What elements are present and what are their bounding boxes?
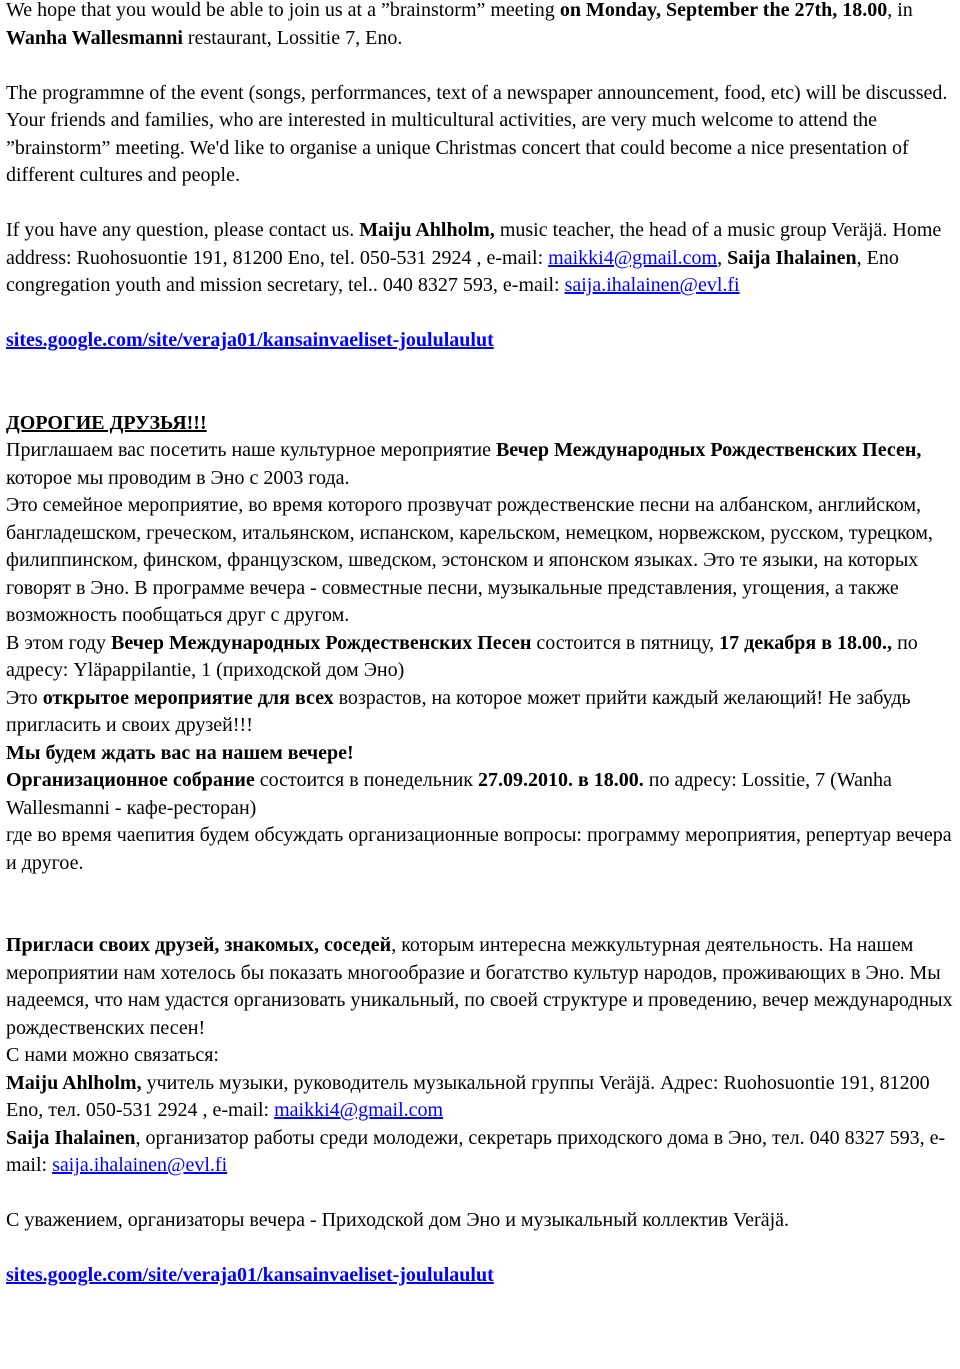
en-site-line (6, 327, 958, 355)
ru-waiting-line: Мы будем ждать вас на нашем вечере! (6, 741, 354, 764)
en-meeting-paragraph: We hope that you would be able to join us at a ”brainstorm” meeting on Monday, September the 27th, 18.00, in Wanha Wallesmanni restaurant, Lossitie 7, Eno. (6, 0, 913, 49)
event-date: 17 декабря в 18.00., (719, 631, 893, 654)
invite-friends-phrase: Пригласи своих друзей, знакомых, соседей (6, 934, 392, 956)
open-event-phrase: открытое мероприятие для всех (42, 686, 334, 709)
ru-contact-label: С нами можно связаться: (6, 1044, 219, 1066)
ru-invite-paragraph: Приглашаем вас посетить наше культурное мероприятие Вечер Международных Рождественских Песен, которое мы проводим в Эно с 2003 года. (6, 439, 922, 489)
ru-open-event-paragraph: Это открытое мероприятие для всех возрастов, на которое может прийти каждый желающий! Не забудь пригласить и своих друзей!!! (6, 686, 911, 736)
ru-date-paragraph: В этом году Вечер Международных Рождественских Песен состоится в пятницу, 17 декабря в 18.00., по адресу: Yläpappilantie, 1 (приходской дом Эно) (6, 631, 918, 681)
meeting-date-ru: 27.09.2010. в 18.00. (477, 769, 644, 791)
ru-heading: ДОРОГИЕ ДРУЗЬЯ!!! (6, 411, 207, 434)
ru-meeting-paragraph: Организационное собрание состоится в понедельник 27.09.2010. в 18.00. по адресу: Lossitie, 7 (Wanha Wallesmanni - кафе-ресторан) (6, 769, 892, 819)
email-link-maiju-ru[interactable]: maikki4@gmail.com (274, 1099, 444, 1121)
meeting-label: Организационное собрание (6, 769, 255, 791)
contact-name-maiju: Maiju Ahlholm, (359, 219, 495, 241)
site-link-bottom[interactable]: sites.google.com/site/veraja01/kansainvaeliset-joululaulut (6, 1264, 494, 1286)
event-name: Вечер Международных Рождественских Песен, (495, 439, 922, 461)
ru-invite-friends-paragraph: Пригласи своих друзей, знакомых, соседей, которым интересна межкультурная деятельность. На нашем мероприятии нам хотелось бы показать многообразие и богатство культур народов, проживающих в Эно. Мы надеемся, что нам удастся организовать уникальный, по своей структуре и проведению, вечер международных рождественских песен! (6, 934, 953, 1039)
en-contact-paragraph: If you have any question, please contact us. Maiju Ahlholm, music teacher, the head of a music group Veräjä. Home address: Ruohosuontie 191, 81200 Eno, tel. 050-531 2924 , e-mail: maikki4@gmail.com, Saija Ihalainen, Eno congregation youth and mission secretary, tel.. 040 8327 593, e-mail: saija.ihalainen@evl.fi (6, 219, 942, 296)
meeting-venue: Wanha Wallesmanni (6, 26, 183, 49)
email-link-maiju[interactable]: maikki4@gmail.com (548, 246, 718, 269)
ru-contact-saija: Saija Ihalainen, организатор работы среди молодежи, секретарь приходского дома в Эно, тел. 040 8327 593, e-mail: saija.ihalainen@evl.fi (6, 1126, 946, 1176)
email-link-saija[interactable]: saija.ihalainen@evl.fi (564, 274, 740, 296)
email-link-saija-ru[interactable]: saija.ihalainen@evl.fi (52, 1154, 228, 1176)
ru-site-line (6, 1262, 958, 1290)
ru-contact-maiju: Maiju Ahlholm, учитель музыки, руководитель музыкальной группы Veräjä. Адрес: Ruohosuontie 191, 81200 Eno, тел. 050-531 2924 , e-mail: maikki4@gmail.com (6, 1071, 930, 1121)
contact-name-saija: Saija Ihalainen (727, 246, 857, 269)
ru-family-paragraph: Это семейное мероприятие, во время которого прозвучат рождественские песни на албанском, английском, бангладешском, греческом, итальянском, испанском, карельском, немецком, норвежском, русском, турецком, филиппинском, финском, французском, шведском, эстонском и японском языках. Это те языки, на которых говорят в Эно. В программе вечера - совместные песни, музыкальные представления, угощения, а также возможность пообщаться друг с другом. (6, 494, 933, 626)
ru-tea-paragraph: где во время чаепития будем обсуждать организационные вопросы: программу мероприятия, репертуар вечера и другое. (6, 824, 952, 874)
ru-regards-line: С уважением, организаторы вечера - Приходской дом Эно и музыкальный коллектив Veräjä. (6, 1209, 790, 1231)
document-page (6, 0, 958, 1290)
en-programme-paragraph: The programmne of the event (songs, perforrmances, text of a newspaper announcement, food, etc) will be discussed. Your friends and families, who are interested in multicultural activities, are very much welcome to attend the ”brainstorm” meeting. We'd like to organise a unique Christmas concert that could become a nice presentation of different cultures and people. (6, 81, 948, 186)
site-link[interactable]: sites.google.com/site/veraja01/kansainvaeliset-joululaulut (6, 329, 494, 351)
meeting-date: on Monday, September the 27th, 18.00 (559, 0, 888, 21)
event-name-repeat: Вечер Международных Рождественских Песен (110, 631, 532, 654)
